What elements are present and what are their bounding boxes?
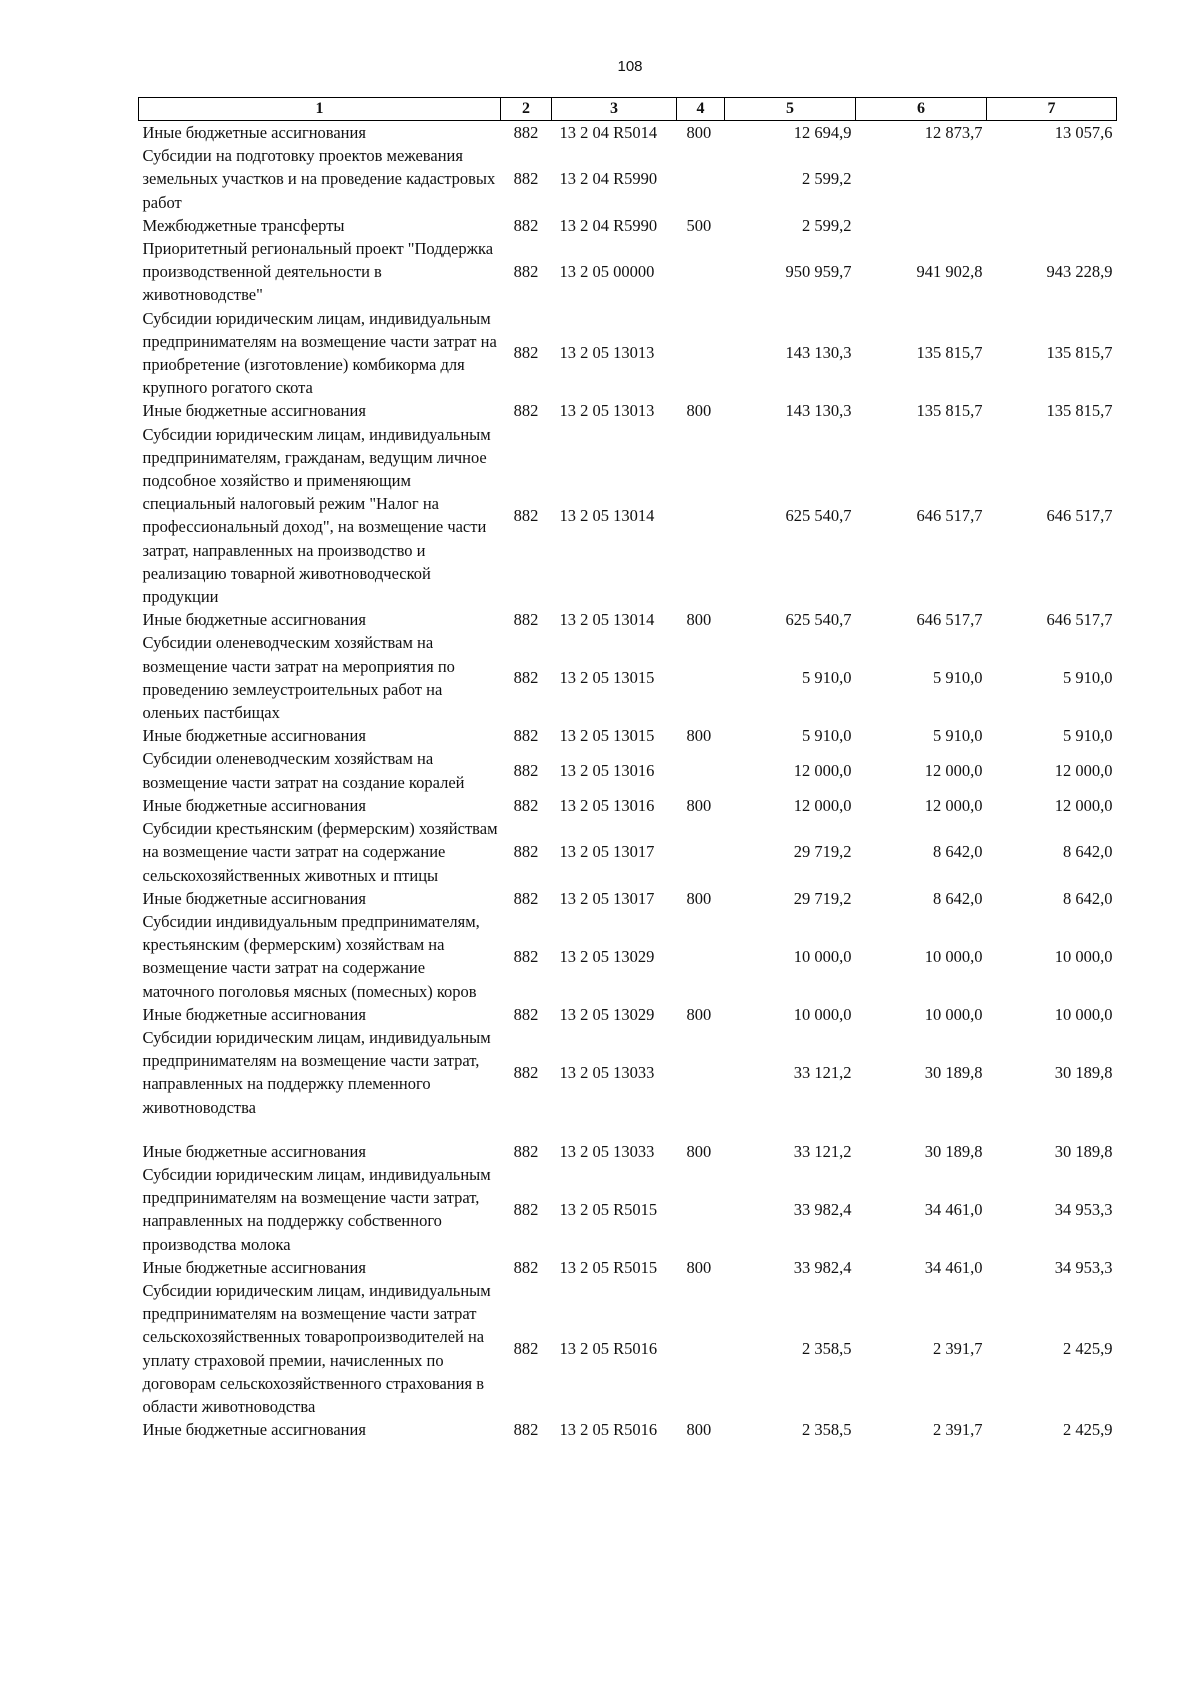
cell-expense-type — [677, 1163, 725, 1256]
cell-amount-col6: 941 902,8 — [916, 262, 983, 282]
cell-amount-col7: 8 642,0 — [1063, 888, 1113, 908]
table-row — [139, 631, 1117, 724]
cell-expense-type — [677, 307, 725, 400]
cell-expense-type — [677, 747, 725, 793]
cell-target-code: 13 2 04 R5990 — [559, 215, 658, 235]
cell-amount-col6: 10 000,0 — [924, 946, 983, 966]
cell-admin-code: 882 — [513, 343, 539, 363]
cell-amount-col6: 30 189,8 — [924, 1141, 983, 1161]
cell-amount-col7: 135 815,7 — [1046, 343, 1113, 363]
cell-expense-type — [677, 423, 725, 609]
cell-target-code: 13 2 05 R5015 — [559, 1199, 658, 1219]
cell-amount-col6: 5 910,0 — [933, 668, 983, 688]
cell-amount-col6: 10 000,0 — [924, 1004, 983, 1024]
page-number: 108 — [617, 58, 643, 75]
cell-amount-col5: 33 982,4 — [793, 1199, 852, 1219]
cell-name: Иные бюджетные ассигнования — [142, 1004, 366, 1024]
cell-expense-type: 800 — [686, 1141, 712, 1161]
cell-amount-col7: 2 425,9 — [1063, 1420, 1113, 1440]
cell-amount-col7: 30 189,8 — [1054, 1062, 1113, 1082]
cell-amount-col6: 12 000,0 — [924, 761, 983, 781]
cell-amount-col5: 625 540,7 — [785, 505, 852, 525]
header-col-5: 5 — [725, 98, 856, 121]
table-row — [139, 1256, 1117, 1279]
budget-table — [138, 97, 1117, 1441]
table-row — [139, 121, 1117, 145]
cell-expense-type: 800 — [686, 726, 712, 746]
cell-amount-col5: 143 130,3 — [785, 343, 852, 363]
cell-admin-code: 882 — [513, 1257, 539, 1277]
cell-target-code: 13 2 05 R5015 — [559, 1257, 658, 1277]
cell-amount-col6: 135 815,7 — [916, 343, 983, 363]
cell-amount-col7: 646 517,7 — [1046, 505, 1113, 525]
cell-expense-type — [677, 817, 725, 887]
cell-target-code: 13 2 05 13016 — [559, 761, 655, 781]
cell-admin-code: 882 — [513, 1338, 539, 1358]
cell-admin-code: 882 — [513, 123, 539, 142]
cell-expense-type — [677, 237, 725, 307]
cell-amount-col7: 8 642,0 — [1063, 842, 1113, 862]
header-col-6: 6 — [856, 98, 987, 121]
cell-target-code: 13 2 05 13014 — [559, 505, 655, 525]
cell-amount-col7: 34 953,3 — [1054, 1257, 1113, 1277]
cell-amount-col5: 5 910,0 — [802, 726, 852, 746]
cell-amount-col6: 2 391,7 — [933, 1338, 983, 1358]
cell-amount-col5: 950 959,7 — [785, 262, 852, 282]
cell-expense-type: 800 — [686, 1257, 712, 1277]
cell-amount-col5: 33 121,2 — [793, 1141, 852, 1161]
cell-amount-col7: 135 815,7 — [1046, 401, 1113, 421]
cell-admin-code: 882 — [513, 1141, 539, 1161]
cell-amount-col7: 10 000,0 — [1054, 1004, 1113, 1024]
header-col-1: 1 — [139, 98, 501, 121]
cell-amount-col6 — [856, 144, 987, 214]
cell-amount-col5: 12 694,9 — [793, 123, 852, 142]
cell-target-code: 13 2 05 00000 — [559, 262, 655, 282]
cell-admin-code: 882 — [513, 169, 539, 189]
table-row — [139, 307, 1117, 400]
cell-amount-col7: 34 953,3 — [1054, 1199, 1113, 1219]
cell-target-code: 13 2 04 R5990 — [559, 169, 658, 189]
table-row — [139, 1279, 1117, 1418]
cell-amount-col5: 12 000,0 — [793, 761, 852, 781]
cell-amount-col5: 10 000,0 — [793, 946, 852, 966]
table-row — [139, 1140, 1117, 1163]
cell-amount-col6: 12 000,0 — [924, 795, 983, 815]
cell-target-code: 13 2 05 13013 — [559, 343, 655, 363]
cell-amount-col7: 2 425,9 — [1063, 1338, 1113, 1358]
cell-amount-col5: 625 540,7 — [785, 610, 852, 630]
cell-amount-col7: 30 189,8 — [1054, 1141, 1113, 1161]
cell-admin-code: 882 — [513, 946, 539, 966]
cell-expense-type: 500 — [686, 215, 712, 235]
cell-amount-col5: 2 599,2 — [802, 215, 852, 235]
header-col-7: 7 — [987, 98, 1117, 121]
cell-amount-col5: 2 358,5 — [802, 1420, 852, 1440]
cell-admin-code: 882 — [513, 1199, 539, 1219]
header-col-4: 4 — [677, 98, 725, 121]
cell-amount-col7: 943 228,9 — [1046, 262, 1113, 282]
cell-amount-col6: 646 517,7 — [916, 505, 983, 525]
cell-expense-type: 800 — [686, 1004, 712, 1024]
table-row — [139, 910, 1117, 1003]
table-row — [139, 817, 1117, 887]
cell-expense-type: 800 — [686, 795, 712, 815]
cell-target-code: 13 2 05 13013 — [559, 401, 655, 421]
cell-amount-col7: 12 000,0 — [1054, 795, 1113, 815]
cell-target-code: 13 2 05 13017 — [559, 842, 655, 862]
cell-amount-col5: 143 130,3 — [785, 401, 852, 421]
table-row — [139, 1003, 1117, 1026]
cell-target-code: 13 2 05 13017 — [559, 888, 655, 908]
table-row — [139, 724, 1117, 747]
cell-target-code: 13 2 05 R5016 — [559, 1338, 658, 1358]
cell-amount-col5: 10 000,0 — [793, 1004, 852, 1024]
cell-target-code: 13 2 05 13015 — [559, 726, 655, 746]
cell-expense-type — [677, 1279, 725, 1418]
table-row — [139, 1163, 1117, 1256]
cell-amount-col6: 135 815,7 — [916, 401, 983, 421]
cell-name: Субсидии юридическим лицам, индивидуальным предпринимателям, гражданам, ведущим личное подсобное хозяйство и применяющим специальный налоговый режим "Налог на профессиональный доход", на возмещение части затрат, направленных на производство и реализацию товарной животноводческой продукции — [142, 424, 491, 607]
cell-target-code: 13 2 05 13029 — [559, 1004, 655, 1024]
cell-amount-col7: 12 000,0 — [1054, 761, 1113, 781]
cell-amount-col7: 5 910,0 — [1063, 668, 1113, 688]
cell-target-code: 13 2 05 13029 — [559, 946, 655, 966]
cell-amount-col6 — [856, 214, 987, 237]
spacer-row — [139, 1119, 1117, 1140]
cell-name: Иные бюджетные ассигнования — [142, 1257, 366, 1277]
cell-target-code: 13 2 05 13015 — [559, 668, 655, 688]
cell-expense-type: 800 — [686, 888, 712, 908]
table-row — [139, 214, 1117, 237]
cell-amount-col7 — [987, 144, 1117, 214]
cell-name: Иные бюджетные ассигнования — [142, 1420, 366, 1440]
cell-amount-col6: 2 391,7 — [933, 1420, 983, 1440]
cell-amount-col7: 13 057,6 — [1054, 123, 1113, 142]
cell-name: Иные бюджетные ассигнования — [142, 401, 366, 421]
cell-name: Субсидии на подготовку проектов межевания земельных участков и на проведение кадастровых работ — [142, 146, 496, 212]
cell-amount-col6: 30 189,8 — [924, 1062, 983, 1082]
cell-name: Иные бюджетные ассигнования — [142, 1141, 366, 1161]
cell-admin-code: 882 — [513, 726, 539, 746]
cell-amount-col7: 646 517,7 — [1046, 610, 1113, 630]
cell-admin-code: 882 — [513, 761, 539, 781]
cell-amount-col6: 34 461,0 — [924, 1199, 983, 1219]
cell-amount-col7: 5 910,0 — [1063, 726, 1113, 746]
table-row — [139, 237, 1117, 307]
cell-admin-code: 882 — [513, 795, 539, 815]
cell-expense-type: 800 — [686, 1420, 712, 1440]
cell-target-code: 13 2 05 R5016 — [559, 1420, 658, 1440]
table-row — [139, 747, 1117, 793]
table-row — [139, 423, 1117, 609]
cell-name: Иные бюджетные ассигнования — [142, 795, 366, 815]
cell-name: Межбюджетные трансферты — [142, 215, 345, 235]
cell-name: Иные бюджетные ассигнования — [142, 888, 366, 908]
header-row — [139, 98, 1117, 121]
cell-admin-code: 882 — [513, 401, 539, 421]
cell-name: Субсидии юридическим лицам, индивидуальным предпринимателям на возмещение части затрат, направленных на поддержку племенного животноводства — [142, 1027, 491, 1117]
cell-amount-col5: 33 121,2 — [793, 1062, 852, 1082]
cell-amount-col5: 29 719,2 — [793, 842, 852, 862]
cell-admin-code: 882 — [513, 1420, 539, 1440]
cell-admin-code: 882 — [513, 1004, 539, 1024]
cell-admin-code: 882 — [513, 1062, 539, 1082]
cell-admin-code: 882 — [513, 888, 539, 908]
table-body — [139, 121, 1117, 1442]
cell-target-code: 13 2 05 13014 — [559, 610, 655, 630]
cell-admin-code: 882 — [513, 842, 539, 862]
table-row — [139, 1026, 1117, 1119]
cell-expense-type: 800 — [686, 610, 712, 630]
cell-name: Субсидии юридическим лицам, индивидуальным предпринимателям на возмещение части затрат на приобретение (изготовление) комбикорма для крупного рогатого скота — [142, 308, 497, 398]
cell-amount-col6: 5 910,0 — [933, 726, 983, 746]
cell-name: Иные бюджетные ассигнования — [142, 610, 366, 630]
cell-target-code: 13 2 05 13016 — [559, 795, 655, 815]
cell-expense-type: 800 — [686, 401, 712, 421]
cell-target-code: 13 2 05 13033 — [559, 1062, 655, 1082]
cell-expense-type — [677, 1026, 725, 1119]
cell-name: Субсидии юридическим лицам, индивидуальным предпринимателям на возмещение части затрат, направленных на поддержку собственного производства молока — [142, 1164, 491, 1254]
cell-amount-col5: 2 358,5 — [802, 1338, 852, 1358]
table-row — [139, 399, 1117, 422]
cell-admin-code: 882 — [513, 215, 539, 235]
cell-amount-col6: 646 517,7 — [916, 610, 983, 630]
header-col-2: 2 — [501, 98, 552, 121]
table-header — [139, 98, 1117, 121]
cell-amount-col5: 33 982,4 — [793, 1257, 852, 1277]
cell-amount-col5: 2 599,2 — [802, 169, 852, 189]
cell-name: Иные бюджетные ассигнования — [142, 123, 366, 142]
cell-name: Субсидии юридическим лицам, индивидуальным предпринимателям на возмещение части затрат сельскохозяйственных товаропроизводителей на уплату страховой премии, начисленных по договорам сельскохозяйственного страхования в области животноводства — [142, 1280, 491, 1416]
cell-amount-col5: 5 910,0 — [802, 668, 852, 688]
header-col-3: 3 — [552, 98, 677, 121]
cell-expense-type — [677, 631, 725, 724]
table-row — [139, 608, 1117, 631]
cell-admin-code: 882 — [513, 262, 539, 282]
cell-expense-type — [677, 910, 725, 1003]
cell-name: Субсидии оленеводческим хозяйствам на возмещение части затрат на создание коралей — [142, 749, 465, 792]
cell-admin-code: 882 — [513, 668, 539, 688]
cell-amount-col7: 10 000,0 — [1054, 946, 1113, 966]
cell-amount-col5: 12 000,0 — [793, 795, 852, 815]
cell-name: Приоритетный региональный проект "Поддержка производственной деятельности в животноводстве" — [142, 239, 494, 305]
cell-target-code: 13 2 04 R5014 — [559, 123, 658, 142]
cell-name: Субсидии индивидуальным предпринимателям, крестьянским (фермерским) хозяйствам на возмещение части затрат на содержание маточного поголовья мясных (помесных) коров — [142, 911, 480, 1001]
cell-amount-col6: 12 873,7 — [924, 123, 983, 142]
cell-expense-type: 800 — [686, 123, 712, 142]
cell-name: Иные бюджетные ассигнования — [142, 726, 366, 746]
cell-admin-code: 882 — [513, 610, 539, 630]
cell-amount-col6: 34 461,0 — [924, 1257, 983, 1277]
cell-amount-col6: 8 642,0 — [933, 888, 983, 908]
cell-name: Субсидии оленеводческим хозяйствам на возмещение части затрат на мероприятия по проведению землеустроительных работ на оленьих пастбищах — [142, 633, 455, 723]
table-row — [139, 887, 1117, 910]
cell-target-code: 13 2 05 13033 — [559, 1141, 655, 1161]
spacer-cell — [139, 1119, 1117, 1140]
cell-amount-col6: 8 642,0 — [933, 842, 983, 862]
table-row — [139, 794, 1117, 817]
cell-name: Субсидии крестьянским (фермерским) хозяйствам на возмещение части затрат на содержание сельскохозяйственных животных и птицы — [142, 819, 498, 885]
table-row — [139, 1418, 1117, 1441]
cell-admin-code: 882 — [513, 505, 539, 525]
table-row — [139, 144, 1117, 214]
cell-amount-col7 — [987, 214, 1117, 237]
cell-expense-type — [677, 144, 725, 214]
cell-amount-col5: 29 719,2 — [793, 888, 852, 908]
